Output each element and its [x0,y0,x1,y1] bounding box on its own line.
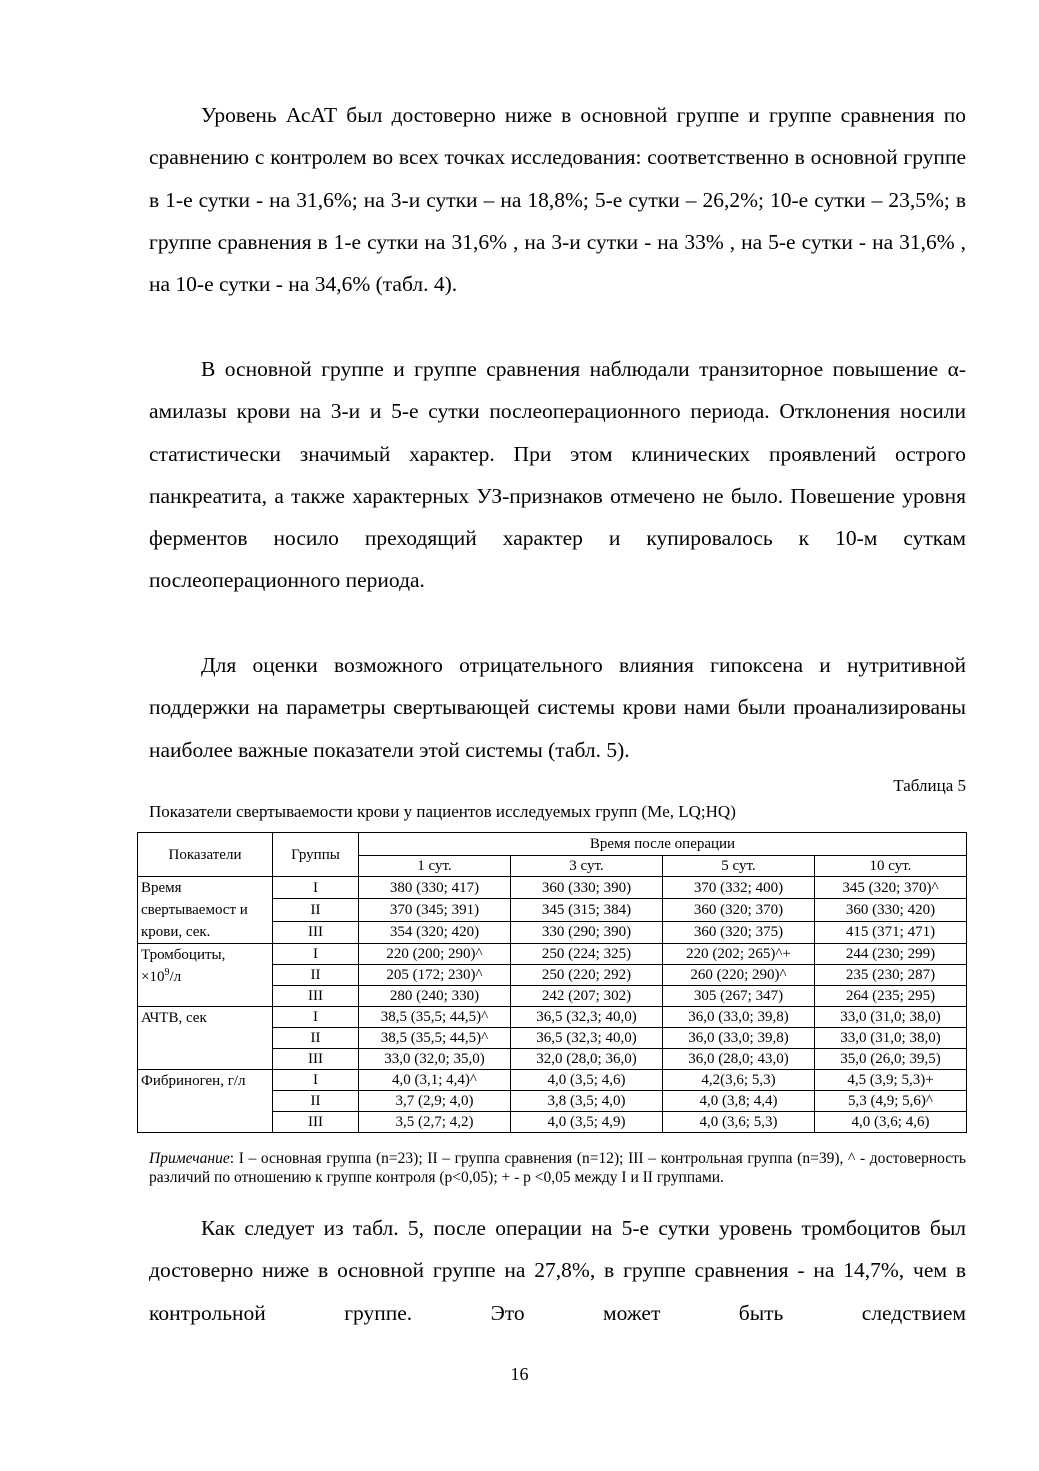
note-text: : I – основная группа (n=23); II – группа сравнения (n=12); III – контрольная группа (n=39), ^ - достоверность различий по отношению к группе контроля (p<0,05); + - p <0,05 между I и II группами. [149,1150,966,1186]
value-cell: 370 (345; 391) [359,899,511,921]
table-label: Таблица 5 [893,776,966,795]
value-cell: 345 (315; 384) [511,899,663,921]
indicator-name: Фибриноген, г/л [138,1070,273,1133]
header-day: 1 сут. [359,856,511,877]
value-cell: 3,7 (2,9; 4,0) [359,1091,511,1112]
value-cell: 4,0 (3,5; 4,6) [511,1070,663,1091]
table-note [149,1149,966,1187]
value-cell: 235 (230; 287) [815,965,967,986]
group-cell: II [273,1091,359,1112]
table-row [138,1007,967,1028]
value-cell: 36,0 (33,0; 39,8) [663,1028,815,1049]
value-cell: 220 (200; 290)^ [359,944,511,965]
value-cell: 36,5 (32,3; 40,0) [511,1028,663,1049]
value-cell: 33,0 (31,0; 38,0) [815,1007,967,1028]
indicator-unit-exponent: 9 [164,967,170,978]
value-cell: 354 (320; 420) [359,921,511,943]
paragraph-2: В основной группе и группе сравнения наблюдали транзиторное повышение α-амилазы крови на 3-и и 5-е сутки послеоперационного периода. Отклонения носили статистически значимый характер. При этом клинических проявлений острого панкреатита, а также характерных УЗ-признаков отмечено не было. Повешение уровня ферментов носило преходящий характер и купировалось к 10-м суткам послеоперационного периода. [149,357,966,593]
group-cell: III [273,1049,359,1070]
header-indicator: Показатели [138,833,273,877]
table-row [138,877,967,899]
value-cell: 33,0 (32,0; 35,0) [359,1049,511,1070]
value-cell: 220 (202; 265)^+ [663,944,815,965]
indicator-name: АЧТВ, сек [138,1007,273,1070]
indicator-name-line1: Тромбоциты, [141,947,226,963]
group-cell: I [273,877,359,899]
value-cell: 4,5 (3,9; 5,3)+ [815,1070,967,1091]
value-cell: 3,5 (2,7; 4,2) [359,1112,511,1133]
value-cell: 260 (220; 290)^ [663,965,815,986]
table-row [138,1070,967,1091]
value-cell: 360 (330; 420) [815,899,967,921]
value-cell: 380 (330; 417) [359,877,511,899]
group-cell: III [273,986,359,1007]
paragraph-4: Как следует из табл. 5, после операции на 5-е сутки уровень тромбоцитов был достоверно ниже в основной группе на 27,8%, в группе сравнения - на 14,7%, чем в контрольной группе. Это может быть следствием [149,1216,966,1325]
value-cell: 370 (332; 400) [663,877,815,899]
value-cell: 36,5 (32,3; 40,0) [511,1007,663,1028]
value-cell: 36,0 (28,0; 43,0) [663,1049,815,1070]
value-cell: 35,0 (26,0; 39,5) [815,1049,967,1070]
indicator-unit-suffix: /л [169,969,182,985]
paragraph-1: Уровень АсАТ был достоверно ниже в основной группе и группе сравнения по сравнению с контролем во всех точках исследования: соответственно в основной группе в 1-е сутки - на 31,6%; на 3-и сутки – на 18,8%; 5-е сутки – 26,2%; 10-е сутки – 23,5%; в группе сравнения в 1-е сутки на 31,6% , на 3-и сутки - на 33% , на 5-е сутки - на 31,6% , на 10-е сутки - на 34,6% (табл. 4). [149,103,966,297]
value-cell: 4,0 (3,6; 4,6) [815,1112,967,1133]
value-cell: 4,0 (3,6; 5,3) [663,1112,815,1133]
value-cell: 3,8 (3,5; 4,0) [511,1091,663,1112]
value-cell: 345 (320; 370)^ [815,877,967,899]
value-cell: 242 (207; 302) [511,986,663,1007]
value-cell: 250 (224; 325) [511,944,663,965]
header-group: Группы [273,833,359,877]
coagulation-table [137,832,967,1133]
value-cell: 264 (235; 295) [815,986,967,1007]
group-cell: I [273,1007,359,1028]
value-cell: 4,0 (3,1; 4,4)^ [359,1070,511,1091]
indicator-unit-prefix: ×10 [141,969,165,985]
header-day: 5 сут. [663,856,815,877]
indicator-name: Время свертываемост и крови, сек. [138,877,273,944]
value-cell: 33,0 (31,0; 38,0) [815,1028,967,1049]
group-cell: II [273,1028,359,1049]
value-cell: 415 (371; 471) [815,921,967,943]
group-cell: III [273,1112,359,1133]
value-cell: 32,0 (28,0; 36,0) [511,1049,663,1070]
value-cell: 280 (240; 330) [359,986,511,1007]
group-cell: II [273,965,359,986]
value-cell: 4,0 (3,8; 4,4) [663,1091,815,1112]
value-cell: 360 (330; 390) [511,877,663,899]
header-day: 3 сут. [511,856,663,877]
value-cell: 4,0 (3,5; 4,9) [511,1112,663,1133]
value-cell: 360 (320; 370) [663,899,815,921]
group-cell: I [273,1070,359,1091]
note-label: Примечание [149,1150,230,1167]
value-cell: 360 (320; 375) [663,921,815,943]
group-cell: I [273,944,359,965]
table-title: Показатели свертываемости крови у пациентов исследуемых групп (Me, LQ;HQ) [149,802,736,821]
value-cell: 38,5 (35,5; 44,5)^ [359,1007,511,1028]
table-row [138,944,967,965]
group-cell: III [273,921,359,943]
value-cell: 305 (267; 347) [663,986,815,1007]
value-cell: 250 (220; 292) [511,965,663,986]
value-cell: 4,2(3,6; 5,3) [663,1070,815,1091]
value-cell: 5,3 (4,9; 5,6)^ [815,1091,967,1112]
header-time: Время после операции [359,833,967,856]
group-cell: II [273,899,359,921]
indicator-name [138,944,273,1007]
value-cell: 205 (172; 230)^ [359,965,511,986]
value-cell: 330 (290; 390) [511,921,663,943]
value-cell: 244 (230; 299) [815,944,967,965]
value-cell: 36,0 (33,0; 39,8) [663,1007,815,1028]
page-number: 16 [510,1364,529,1384]
header-day: 10 сут. [815,856,967,877]
paragraph-3: Для оценки возможного отрицательного влияния гипоксена и нутритивной поддержки на параметры свертывающей системы крови нами были проанализированы наиболее важные показатели этой системы (табл. 5). [149,653,966,762]
value-cell: 38,5 (35,5; 44,5)^ [359,1028,511,1049]
